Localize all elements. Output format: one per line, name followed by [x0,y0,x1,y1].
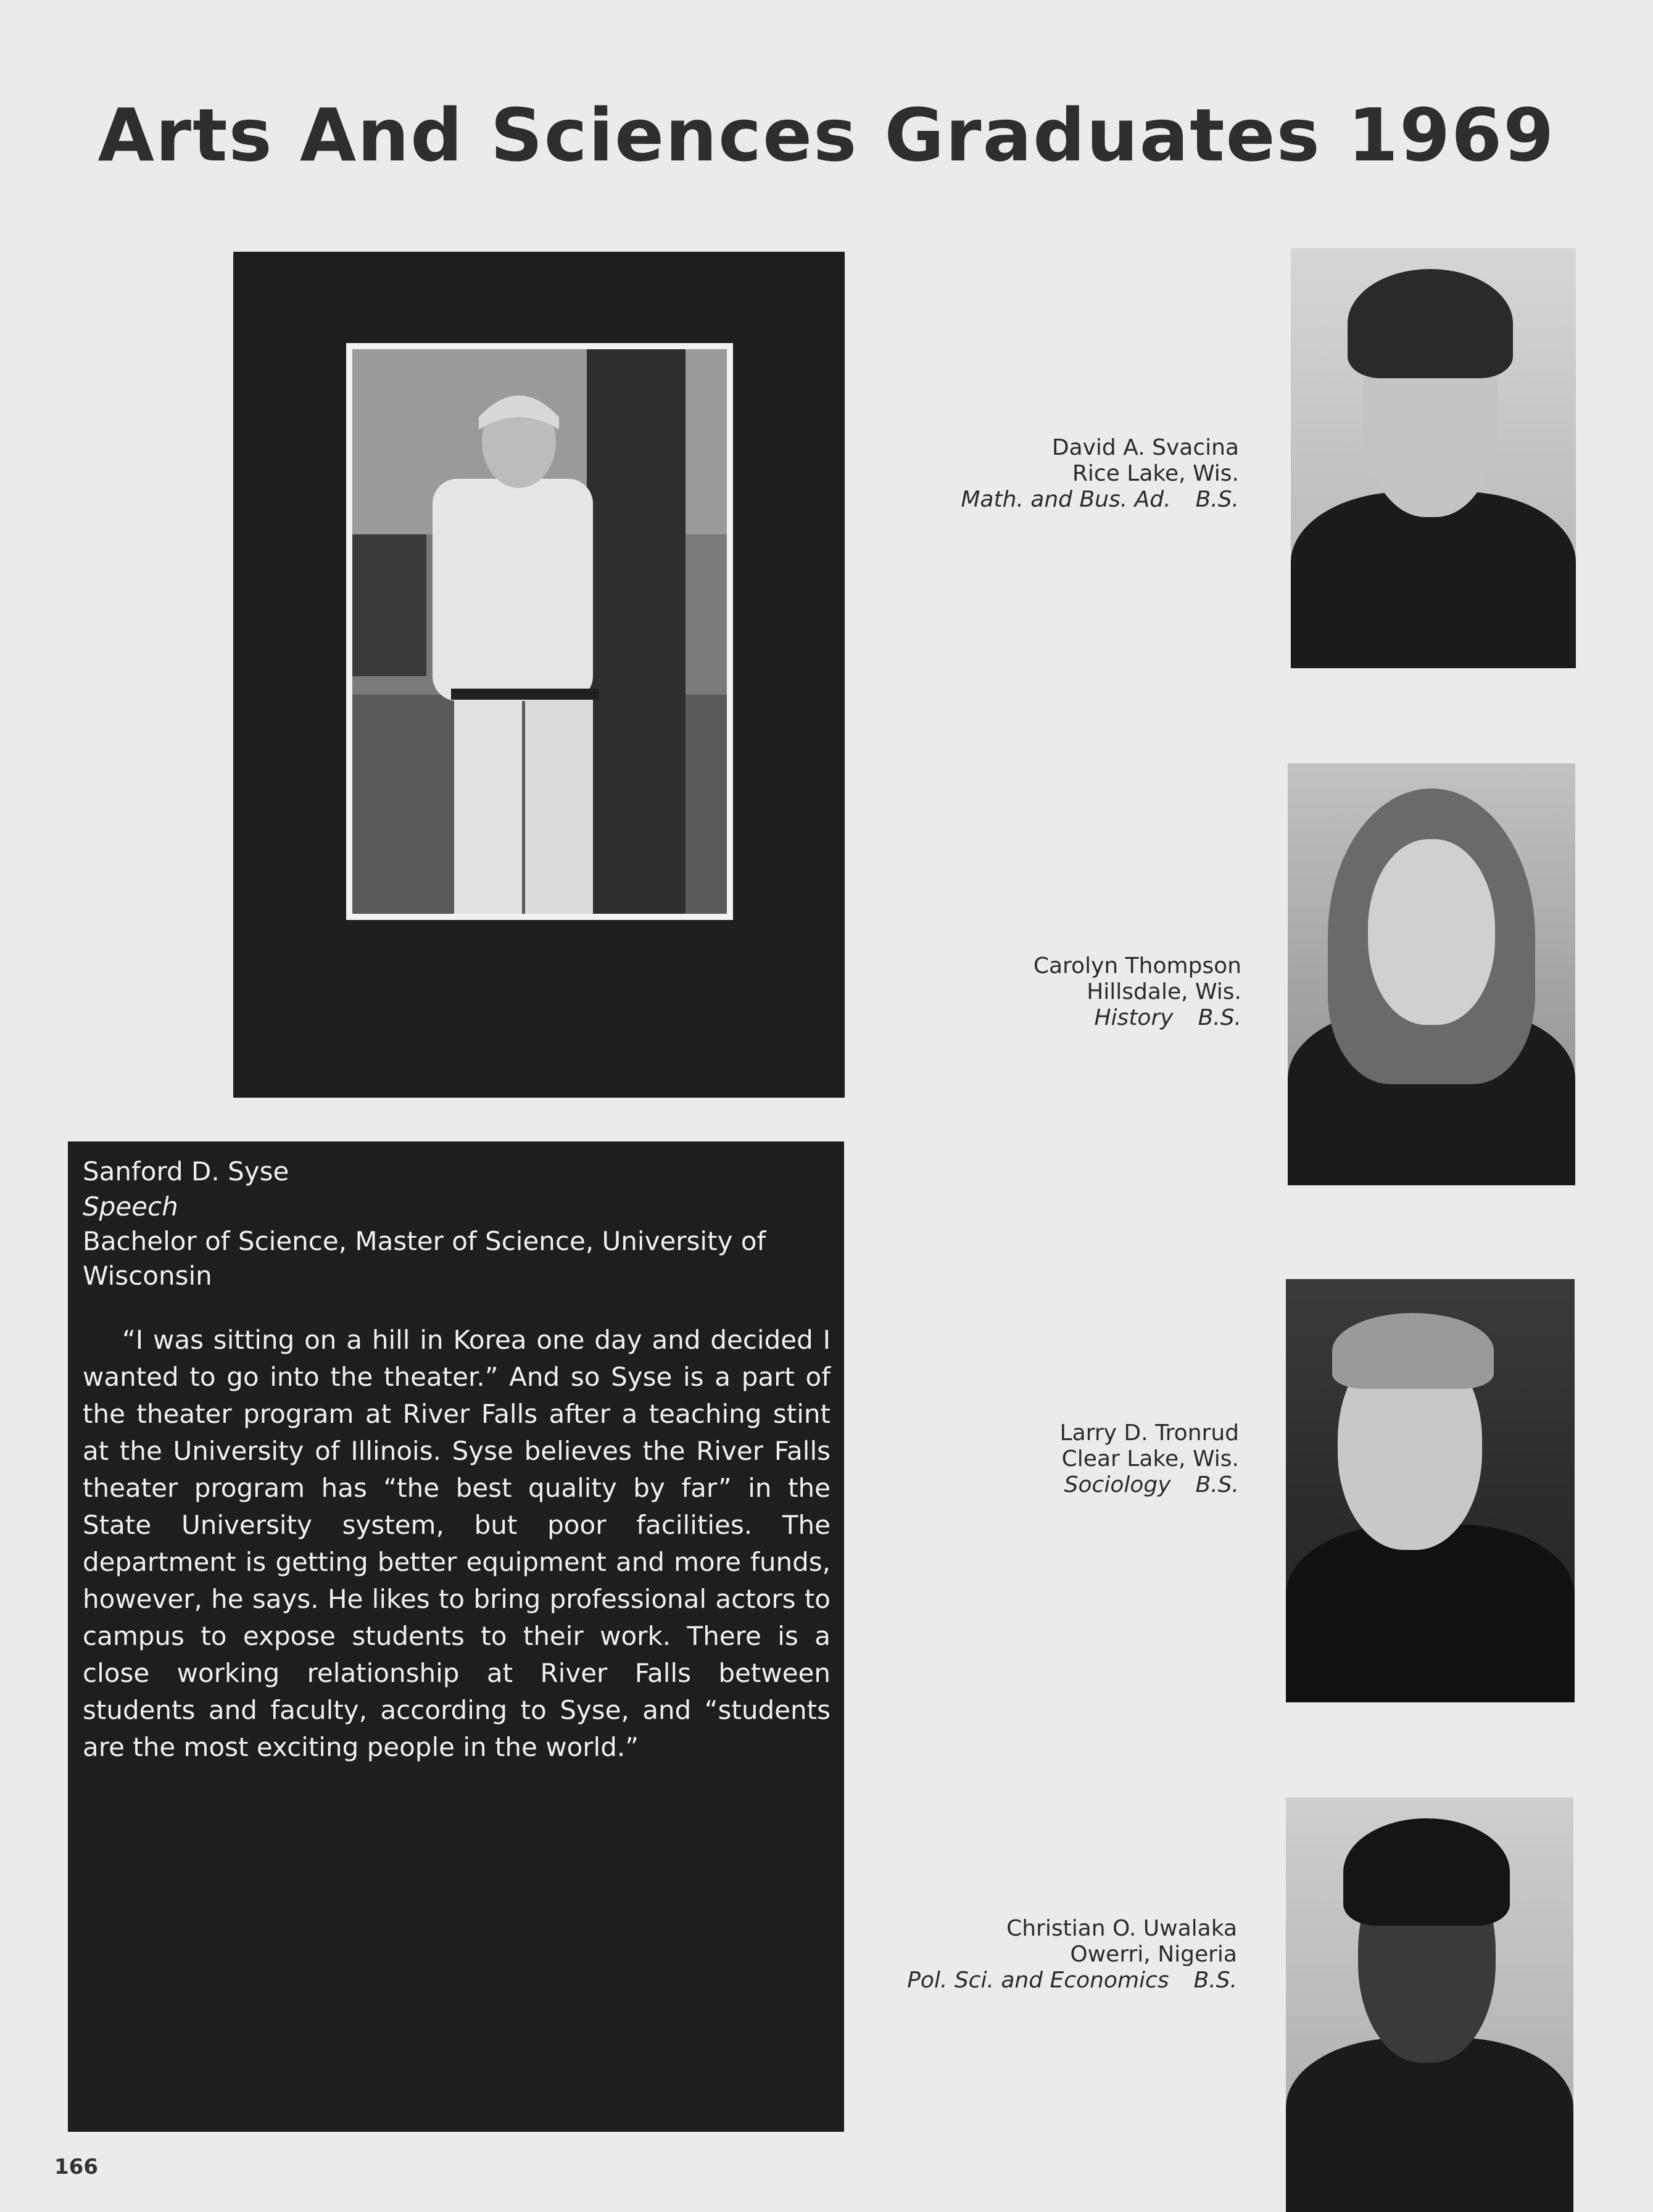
feature-text-panel [68,1141,844,2132]
graduate-caption [864,1420,1239,1498]
graduate-degree: B.S. [1198,1005,1241,1030]
graduate-portrait [1288,763,1575,1185]
graduate-major: History [1094,1005,1174,1030]
graduate-hometown: Hillsdale, Wis. [1087,979,1241,1005]
page-title: Arts And Sciences Graduates 1969 [97,93,1556,178]
graduate-hometown: Clear Lake, Wis. [1061,1446,1239,1472]
graduate-degree: B.S. [1195,1472,1239,1497]
graduate-name: Larry D. Tronrud [1059,1420,1239,1446]
graduate-caption [864,1916,1237,1994]
graduate-degree: B.S. [1195,487,1239,512]
graduate-major: Math. and Bus. Ad. [961,487,1171,512]
graduate-name: Christian O. Uwalaka [1006,1916,1237,1941]
graduate-major: Sociology [1064,1472,1171,1497]
feature-photo-image [352,349,727,914]
graduate-degree: B.S. [1193,1968,1237,1993]
graduate-portrait [1291,248,1576,668]
graduate-name: David A. Svacina [1051,435,1239,460]
graduate-major: Pol. Sci. and Economics [907,1968,1169,1993]
page-number: 166 [54,2155,98,2179]
graduate-caption [864,435,1239,513]
feature-name: Sanford D. Syse [83,1156,289,1187]
graduate-name: Carolyn Thompson [1033,953,1241,979]
graduate-caption [864,953,1241,1031]
graduate-portrait [1286,1797,1573,2212]
graduate-portrait [1286,1279,1575,1702]
feature-degrees: Bachelor of Science, Master of Science, University of Wisconsin [83,1226,766,1291]
graduate-hometown: Rice Lake, Wis. [1072,461,1239,486]
feature-photo [346,343,733,920]
feature-department: Speech [83,1191,178,1222]
feature-quote: “I was sitting on a hill in Korea one day and decided I wanted to go into the theater.” And so Syse is a part of the theater program at River Falls after a teaching stint at the University of Illinois. Syse believes the River Falls theater program has “the best quality by far” in the State University system, but poor facilities. The department is getting better equipment and more funds, however, he says. He likes to bring professional actors to campus to expose students to their work. There is a close working relationship at River Falls between students and faculty, according to Syse, and “students are the most exciting people in the world.” [83,1325,831,1762]
graduate-hometown: Owerri, Nigeria [1070,1942,1237,1967]
